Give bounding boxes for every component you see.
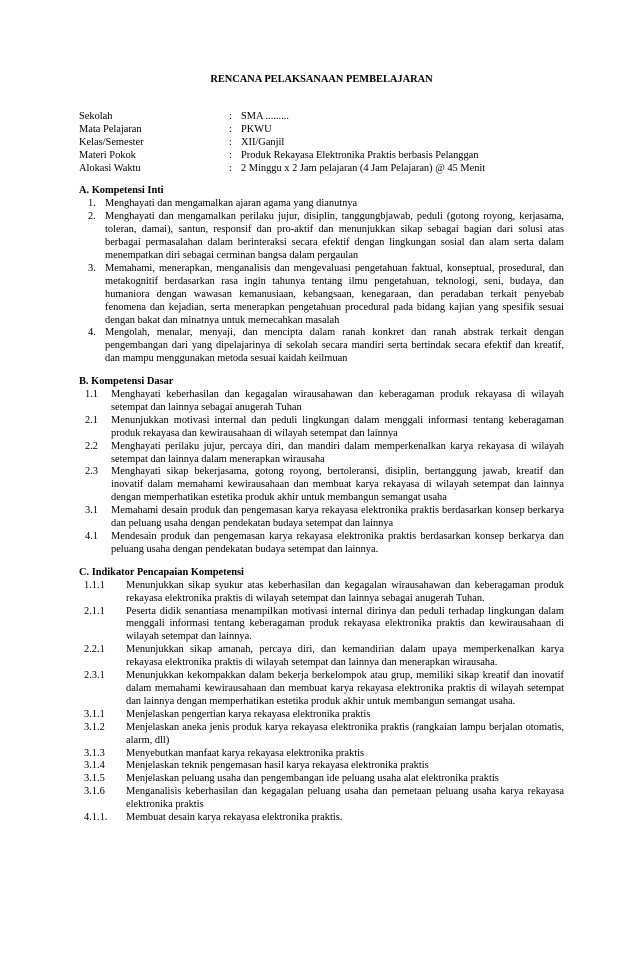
- section-heading: C. Indikator Pencapaian Kompetensi: [79, 566, 244, 578]
- list-item: [79, 198, 564, 211]
- list-item: [79, 505, 564, 531]
- section-heading: A. Kompetensi Inti: [79, 185, 164, 197]
- item-number: 1.1.1: [84, 579, 105, 591]
- list-item: [79, 748, 564, 761]
- meta-value: PKWU: [241, 123, 272, 135]
- meta-colon: :: [229, 136, 232, 148]
- item-number: 4.1.1.: [84, 812, 108, 824]
- list-item: [79, 606, 564, 645]
- item-text: Menghayati dan mengamalkan ajaran agama yang dianutnya: [105, 198, 358, 210]
- item-number: 3.1.3: [84, 747, 105, 759]
- list-item: [79, 773, 564, 786]
- item-number: 4.: [88, 327, 96, 339]
- item-text: Menunjukkan kekompakkan dalam bekerja berkelompok atau grup, memiliki sikap kreatif dan inovatif dalam memahami kewirausahaan dan membuat karya rekayasa elektronika praktis di wilayah setempat dan lainnya dengan memperhatikan estetika produk akhir untuk membangun semangat usaha.: [126, 670, 564, 707]
- document-title: RENCANA PELAKSANAAN PEMBELAJARAN: [210, 74, 433, 85]
- item-number: 2.1: [85, 414, 98, 426]
- meta-row-kelas-semester: [79, 137, 564, 150]
- meta-label: Kelas/Semester: [79, 136, 144, 148]
- list-item: [79, 644, 564, 670]
- meta-row-materi-pokok: [79, 150, 564, 163]
- item-text: Peserta didik senantiasa menampilkan motivasi internal dirinya dan peduli terhadap lingkungan dalam menggali informasi tentang keberagaman produk rekayasa elektronika praktis dan kewirausahaan di wilayah setempat dan lainnya.: [126, 605, 564, 643]
- section-indikator-pencapaian: [79, 567, 564, 825]
- item-text: Memahami desain produk dan pengemasan karya rekayasa elektronika praktis berdasarkan konsep berkarya dan peluang usaha dengan pendekatan budaya setempat dan lainnya: [111, 505, 564, 530]
- item-number: 2.2: [85, 440, 98, 452]
- item-text: Menghayati dan mengamalkan perilaku jujur, disiplin, tanggungbjawab, peduli (gotong royong, kerjasama, toleran, damai), santun, responsif dan pro-aktif dan menunjukkan sikap sebagai bagian dari solusi atas berbagai permasalahan dalam berinteraksi secara efektif dengan lingkungan sosial dan alam serta dalam menempatkan diri sebagai cerminan bangsa dalam pergaulan: [105, 211, 564, 261]
- list-item: [79, 670, 564, 709]
- item-number: 3.1.2: [84, 721, 105, 733]
- list-item: [79, 531, 564, 557]
- list-item: [79, 327, 564, 366]
- list-item: [79, 580, 564, 606]
- item-number: 1.: [88, 198, 96, 210]
- list-item: [79, 760, 564, 773]
- item-number: 3.1.4: [84, 760, 105, 772]
- list-item: [79, 709, 564, 722]
- meta-label: Mata Pelajaran: [79, 123, 142, 135]
- meta-row-mata-pelajaran: [79, 124, 564, 137]
- identity-table: [79, 111, 564, 176]
- meta-colon: :: [229, 110, 232, 122]
- section-kompetensi-dasar: [79, 376, 564, 557]
- section-kompetensi-inti: [79, 185, 564, 366]
- item-text: Mendesain produk dan pengemasan karya rekayasa elektronika praktis berdasarkan konsep berkarya dan peluang usaha dengan pendekatan budaya setempat dan lainnya.: [111, 531, 564, 555]
- list-item: [79, 415, 564, 441]
- item-text: Menunjukkan sikap amanah, percaya diri, dan kemandirian dalam upaya memperkenalkan karya rekayasa elektronika praktis di wilayah setempat dan lainnya dan menerapkan wirausaha.: [126, 644, 564, 669]
- item-text: Menjelaskan pengertian karya rekayasa elektronika praktis: [126, 708, 371, 720]
- item-number: 3.: [88, 262, 96, 274]
- item-text: Menghayati keberhasilan dan kegagalan wirausahawan dan keberagaman produk rekayasa di wilayah setempat dan lainnya sebagai anugerah Tuhan: [111, 389, 564, 413]
- item-number: 3.1: [85, 505, 98, 517]
- item-text: Menjelaskan teknik pengemasan hasil karya rekayasa elektronika praktis: [126, 760, 429, 772]
- meta-row-sekolah: [79, 111, 564, 124]
- list-item: [79, 812, 564, 825]
- meta-colon: :: [229, 149, 232, 161]
- meta-label: Alokasi Waktu: [79, 162, 141, 174]
- item-number: 2.3.1: [84, 670, 105, 682]
- item-number: 3.1.6: [84, 786, 105, 798]
- item-number: 2.2.1: [84, 644, 105, 656]
- item-text: Menyebutkan manfaat karya rekayasa elektronika praktis: [126, 747, 365, 759]
- item-number: 2.1.1: [84, 605, 105, 617]
- item-text: Memahami, menerapkan, menganalisis dan mengevaluasi pengetahuan faktual, konseptual, prosedural, dan metakognitif berdasarkan rasa ingin tahunya tentang ilmu pengetahuan, teknologi, seni, budaya, dan humaniora dengan wawasan kemanusiaan, kebangsaan, kenegaraan, dan peradaban terkait penyebab fenomena dan kejadian, serta menerapkan pengetahuan procedural pada bidang kajian yang spesifik sesuai dengan bakat dan minatnya untuk memecahkan masalah: [105, 262, 564, 326]
- item-number: 3.1.1: [84, 708, 105, 720]
- meta-value: SMA .........: [241, 110, 289, 122]
- item-text: Menghayati perilaku jujur, percaya diri, dan mandiri dalam memperkenalkan karya rekayasa di wilayah setempat dan lainnya dalam menerapkan wirausaha: [111, 440, 564, 465]
- item-text: Menganalisis keberhasilan dan kegagalan peluang usaha dan pemetaan peluang usaha karya rekayasa elektronika praktis: [126, 786, 564, 811]
- list-item: [79, 722, 564, 748]
- list-item: [79, 466, 564, 505]
- list-item: [79, 211, 564, 263]
- meta-label: Materi Pokok: [79, 149, 136, 161]
- meta-value: 2 Minggu x 2 Jam pelajaran (4 Jam Pelajaran) @ 45 Menit: [241, 162, 486, 174]
- item-text: Menjelaskan peluang usaha dan pengembangan ide peluang usaha alat elektronika praktis: [126, 773, 499, 785]
- list-item: [79, 389, 564, 415]
- item-text: Menunjukkan motivasi internal dan peduli lingkungan dalam menggali informasi tentang keberagaman produk rekayasa dan kewirausahaan di wilayah setempat dan lainnya: [111, 414, 564, 439]
- item-text: Membuat desain karya rekayasa elektronika praktis.: [126, 812, 343, 824]
- item-number: 2.3: [85, 466, 98, 478]
- meta-value: XII/Ganjil: [241, 136, 285, 148]
- section-heading: B. Kompetensi Dasar: [79, 376, 174, 388]
- item-text: Menghayati sikap bekerjasama, gotong royong, bertoleransi, disiplin, bertanggung jawab, kreatif dan inovatif dalam memahami kewirausahaan dan membuat karya rekayasa di wilayah setempat dan lainnya dengan memperhatikan estetika produk akhir untuk membangun semangat usaha: [111, 466, 564, 504]
- item-number: 4.1: [85, 531, 98, 542]
- meta-colon: :: [229, 162, 232, 174]
- meta-row-alokasi-waktu: [79, 163, 564, 176]
- list-item: [79, 263, 564, 328]
- item-text: Menunjukkan sikap syukur atas keberhasilan dan kegagalan wirausahawan dan keberagaman produk rekayasa elektronika praktis di wilayah setempat dan lainnya sebagai anugerah Tuhan.: [126, 579, 564, 604]
- list-item: [79, 441, 564, 467]
- item-number: 3.1.5: [84, 773, 105, 785]
- meta-value: Produk Rekayasa Elektronika Praktis berbasis Pelanggan: [241, 149, 479, 161]
- item-number: 1.1: [85, 389, 98, 401]
- meta-colon: :: [229, 123, 232, 135]
- meta-label: Sekolah: [79, 110, 113, 122]
- item-text: Mengolah, menalar, menyaji, dan mencipta dalam ranah konkret dan ranah abstrak terkait dengan pengembangan dari yang dipelajarinya di sekolah secara mandiri serta bertindak secara efektif dan kreatif, dan mampu menggunakan metoda sesuai kaidah keilmuan: [105, 327, 564, 365]
- item-number: 2.: [88, 211, 96, 223]
- list-item: [79, 786, 564, 812]
- item-text: Menjelaskan aneka jenis produk karya rekayasa elektronika praktis (rangkaian lampu berjalan otomatis, alarm, dll): [126, 721, 564, 746]
